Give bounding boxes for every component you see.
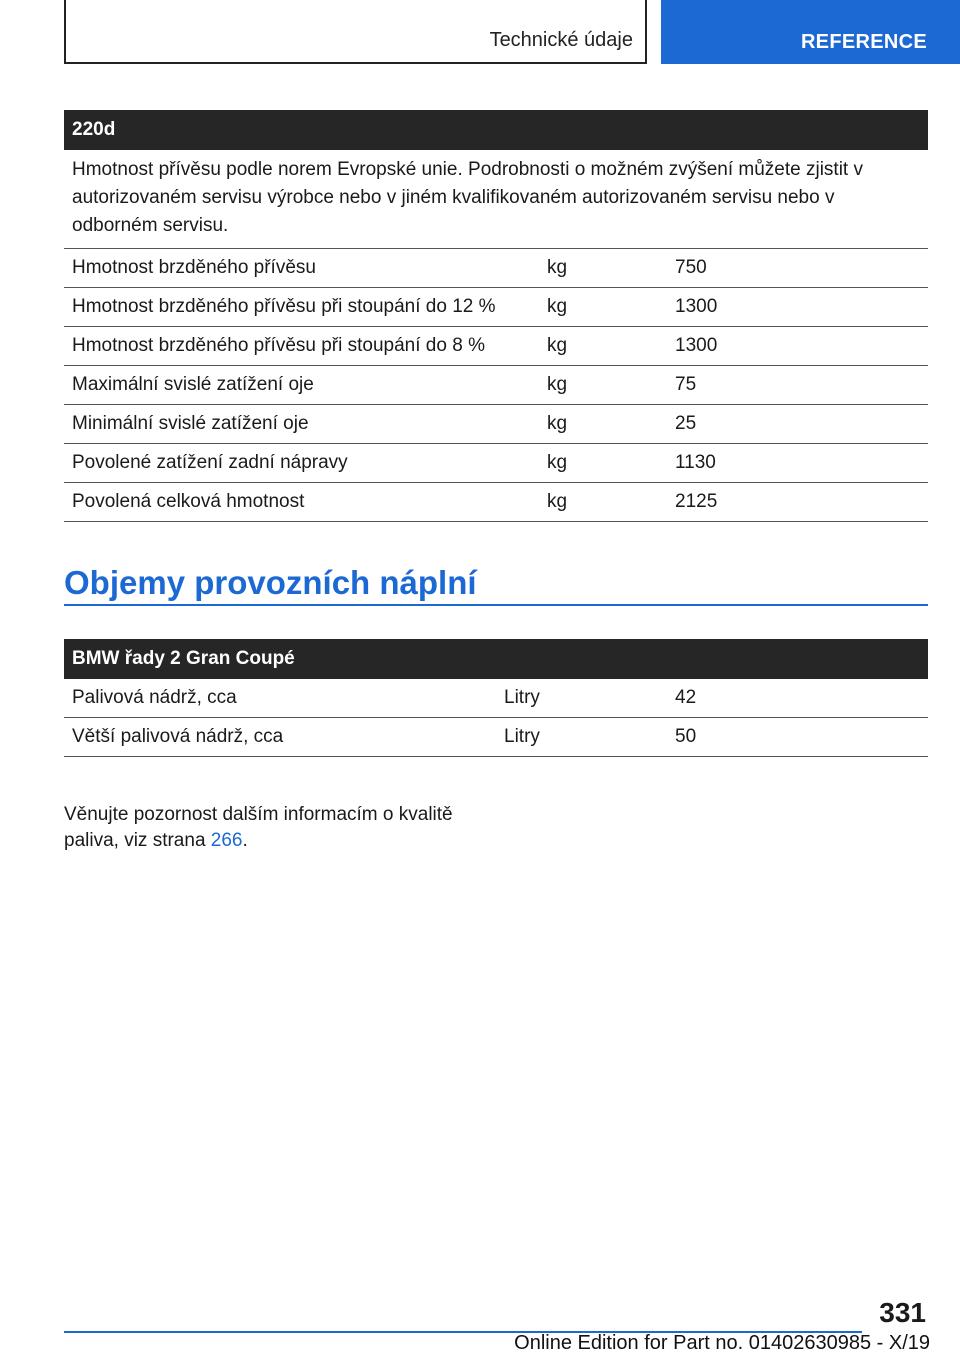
trailer-weights-table xyxy=(64,110,928,522)
page-number: 331 xyxy=(879,1297,926,1328)
row-unit: kg xyxy=(539,288,667,327)
fluid-capacities-table xyxy=(64,639,928,757)
row-value: 75 xyxy=(667,366,928,405)
edition-info: Online Edition for Part no. 01402630985 - X/19 xyxy=(514,1332,930,1354)
table-note-row xyxy=(64,150,928,249)
row-value: 1130 xyxy=(667,444,928,483)
row-label: Povolené zatížení zadní nápravy xyxy=(64,444,539,483)
row-value: 1300 xyxy=(667,288,928,327)
table-row xyxy=(64,718,928,757)
section-heading-text: Objemy provozních náplní xyxy=(64,564,477,601)
page-header xyxy=(0,0,960,66)
chapter-tab[interactable] xyxy=(661,0,960,64)
fuel-quality-note xyxy=(64,802,484,854)
table-row xyxy=(64,327,928,366)
row-label: Hmotnost brzděného přívěsu při stoupání do 12 % xyxy=(64,288,539,327)
row-label: Palivová nádrž, cca xyxy=(64,679,496,718)
table-header-row xyxy=(64,110,928,150)
row-value: 2125 xyxy=(667,483,928,522)
section-tab xyxy=(64,0,647,64)
row-label: Větší palivová nádrž, cca xyxy=(64,718,496,757)
table-row xyxy=(64,288,928,327)
row-unit: Litry xyxy=(496,718,667,757)
row-label: Hmotnost brzděného přívěsu při stoupání do 8 % xyxy=(64,327,539,366)
section-title: Technické údaje xyxy=(489,29,633,51)
row-unit: Litry xyxy=(496,679,667,718)
row-unit: kg xyxy=(539,444,667,483)
table-row xyxy=(64,483,928,522)
note-text: Věnujte pozornost dalším informacím o kvalitě paliva, viz strana xyxy=(64,804,453,851)
table-row xyxy=(64,679,928,718)
section-heading xyxy=(64,560,928,606)
table-row xyxy=(64,249,928,288)
row-label: Maximální svislé zatížení oje xyxy=(64,366,539,405)
page-link[interactable]: 266 xyxy=(210,830,243,851)
row-unit: kg xyxy=(539,366,667,405)
row-label: Minimální svislé zatížení oje xyxy=(64,405,539,444)
table-title: 220d xyxy=(64,110,928,150)
row-value: 42 xyxy=(667,679,928,718)
table-note: Hmotnost přívěsu podle norem Evropské unie. Podrobnosti o možném zvýšení můžete zjistit v autorizovaném servisu výrobce nebo v jiném kvalifikovaném autorizovaném servisu nebo v odborném servisu. xyxy=(64,150,928,249)
table-row xyxy=(64,444,928,483)
table-row xyxy=(64,366,928,405)
row-unit: kg xyxy=(539,327,667,366)
row-label: Hmotnost brzděného přívěsu xyxy=(64,249,539,288)
row-unit: kg xyxy=(539,483,667,522)
table-header-row xyxy=(64,639,928,679)
table-title: BMW řady 2 Gran Coupé xyxy=(64,639,928,679)
row-value: 750 xyxy=(667,249,928,288)
row-value: 1300 xyxy=(667,327,928,366)
row-unit: kg xyxy=(539,405,667,444)
row-value: 50 xyxy=(667,718,928,757)
table-row xyxy=(64,405,928,444)
row-unit: kg xyxy=(539,249,667,288)
chapter-title: REFERENCE xyxy=(800,31,927,53)
row-value: 25 xyxy=(667,405,928,444)
note-end: . xyxy=(242,830,248,851)
row-label: Povolená celková hmotnost xyxy=(64,483,539,522)
